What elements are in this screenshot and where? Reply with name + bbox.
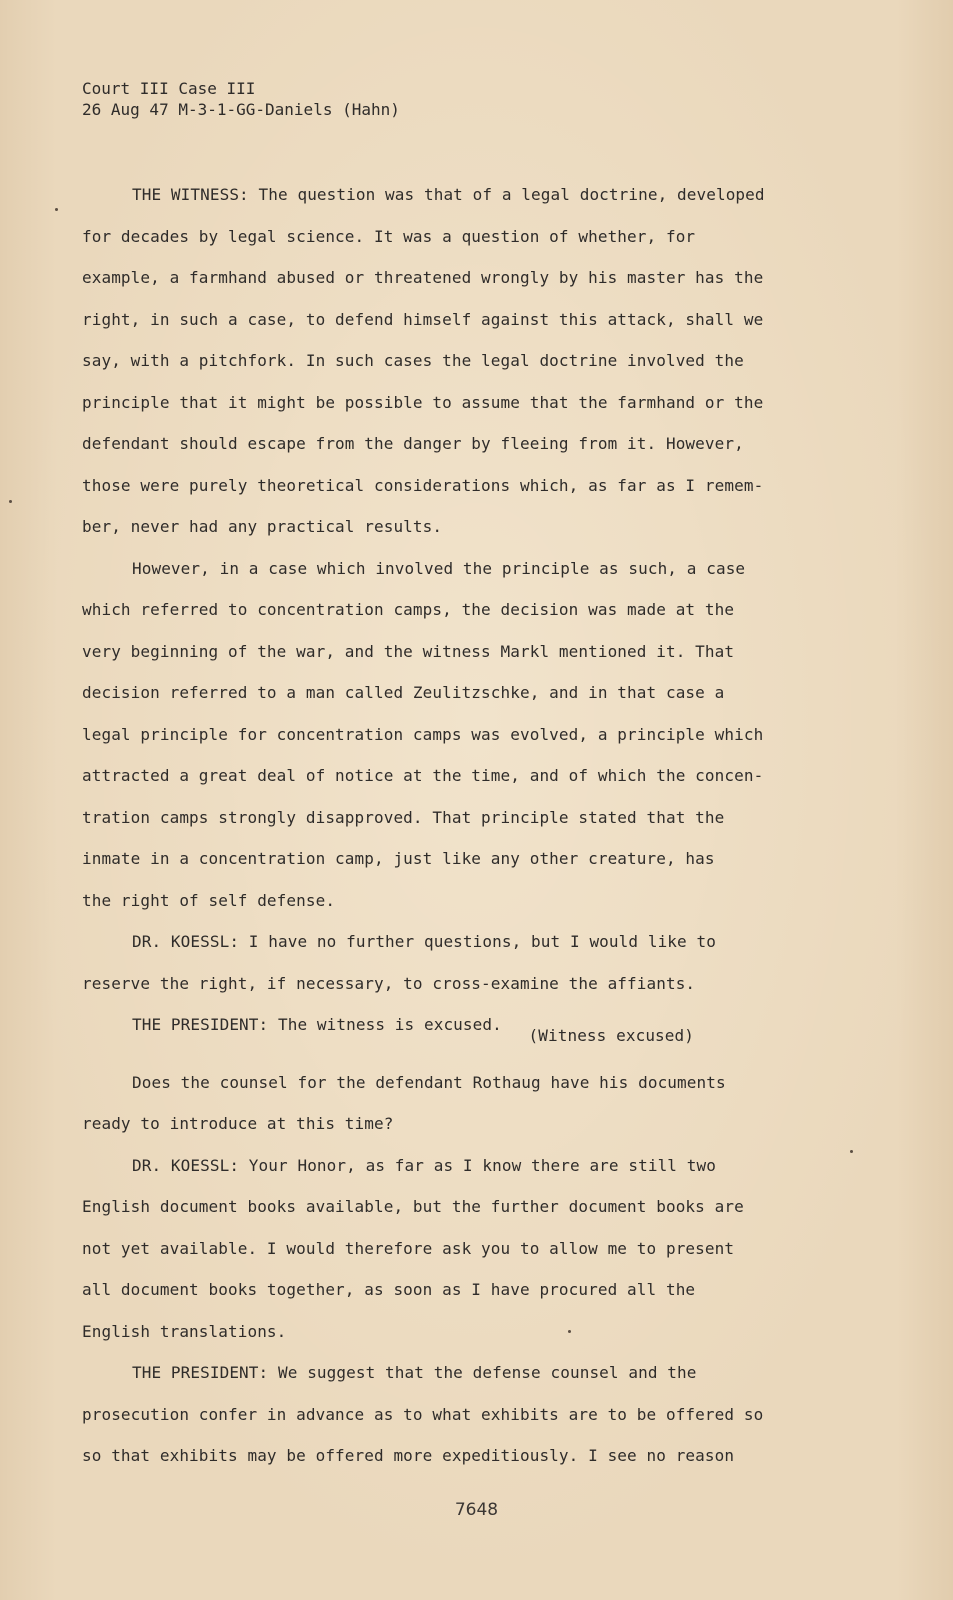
transcript-line: reserve the right, if necessary, to cross-examine the affiants. — [82, 973, 696, 993]
header-date-reference: 26 Aug 47 M-3-1-GG-Daniels (Hahn) — [82, 100, 400, 119]
transcript-line: example, a farmhand abused or threatened wrongly by his master has the — [82, 268, 764, 287]
transcript-line: say, with a pitchfork. In such cases the legal doctrine involved the — [82, 351, 744, 370]
transcript-line: THE PRESIDENT: The witness is excused. — [132, 1015, 502, 1034]
transcript-line: principle that it might be possible to assume that the farmhand or the — [82, 392, 764, 412]
transcript-line: very beginning of the war, and the witness Markl mentioned it. That — [82, 641, 735, 661]
transcript-line: those were purely theoretical considerations which, as far as I remem- — [82, 475, 764, 495]
transcript-line: inmate in a concentration camp, just like any other creature, has — [82, 849, 715, 868]
transcript-line: tration camps strongly disapproved. That principle stated that the — [82, 807, 725, 827]
transcript-line: the right of self defense. — [82, 890, 336, 910]
transcript-line: right, in such a case, to defend himself against this attack, shall we — [82, 309, 764, 329]
transcript-line: ready to introduce at this time? — [82, 1114, 394, 1133]
paper-speck — [850, 1150, 853, 1153]
transcript-line: However, in a case which involved the principle as such, a case — [132, 558, 746, 578]
transcript-line: legal principle for concentration camps was evolved, a principle which — [82, 724, 764, 744]
transcript-line: ber, never had any practical results. — [82, 517, 443, 536]
transcript-line: DR. KOESSL: Your Honor, as far as I know there are still two — [132, 1155, 716, 1175]
transcript-line: THE WITNESS: The question was that of a legal doctrine, developed — [132, 185, 765, 204]
page-number: 7648 — [454, 1500, 499, 1520]
paper-speck — [55, 208, 58, 211]
transcript-line: defendant should escape from the danger by fleeing from it. However, — [82, 434, 744, 453]
transcript-line: English document books available, but the further document books are — [82, 1197, 744, 1216]
transcript-line: English translations. — [82, 1321, 287, 1341]
transcript-line: DR. KOESSL: I have no further questions, but I would like to — [132, 932, 716, 951]
transcript-line: decision referred to a man called Zeulitzschke, and in that case a — [82, 683, 725, 702]
header-court-case: Court III Case III — [82, 79, 256, 98]
paper-speck — [568, 1330, 571, 1333]
transcript-line: for decades by legal science. It was a question of whether, for — [82, 226, 696, 246]
paper-speck — [9, 500, 12, 503]
document-header — [82, 78, 400, 120]
transcript-line: all document books together, as soon as I have procured all the — [82, 1280, 696, 1299]
transcript-line: so that exhibits may be offered more expeditiously. I see no reason — [82, 1446, 735, 1465]
transcript-body — [82, 174, 812, 1477]
transcript-line: THE PRESIDENT: We suggest that the defense counsel and the — [132, 1363, 697, 1382]
transcript-line: which referred to concentration camps, the decision was made at the — [82, 600, 735, 619]
transcript-line: attracted a great deal of notice at the time, and of which the concen- — [82, 766, 764, 785]
transcript-line: prosecution confer in advance as to what exhibits are to be offered so — [82, 1404, 764, 1424]
transcript-line: Does the counsel for the defendant Rothaug have his documents — [132, 1072, 726, 1092]
stage-direction: (Witness excused) — [528, 1025, 694, 1045]
transcript-line: not yet available. I would therefore ask you to allow me to present — [82, 1238, 735, 1258]
